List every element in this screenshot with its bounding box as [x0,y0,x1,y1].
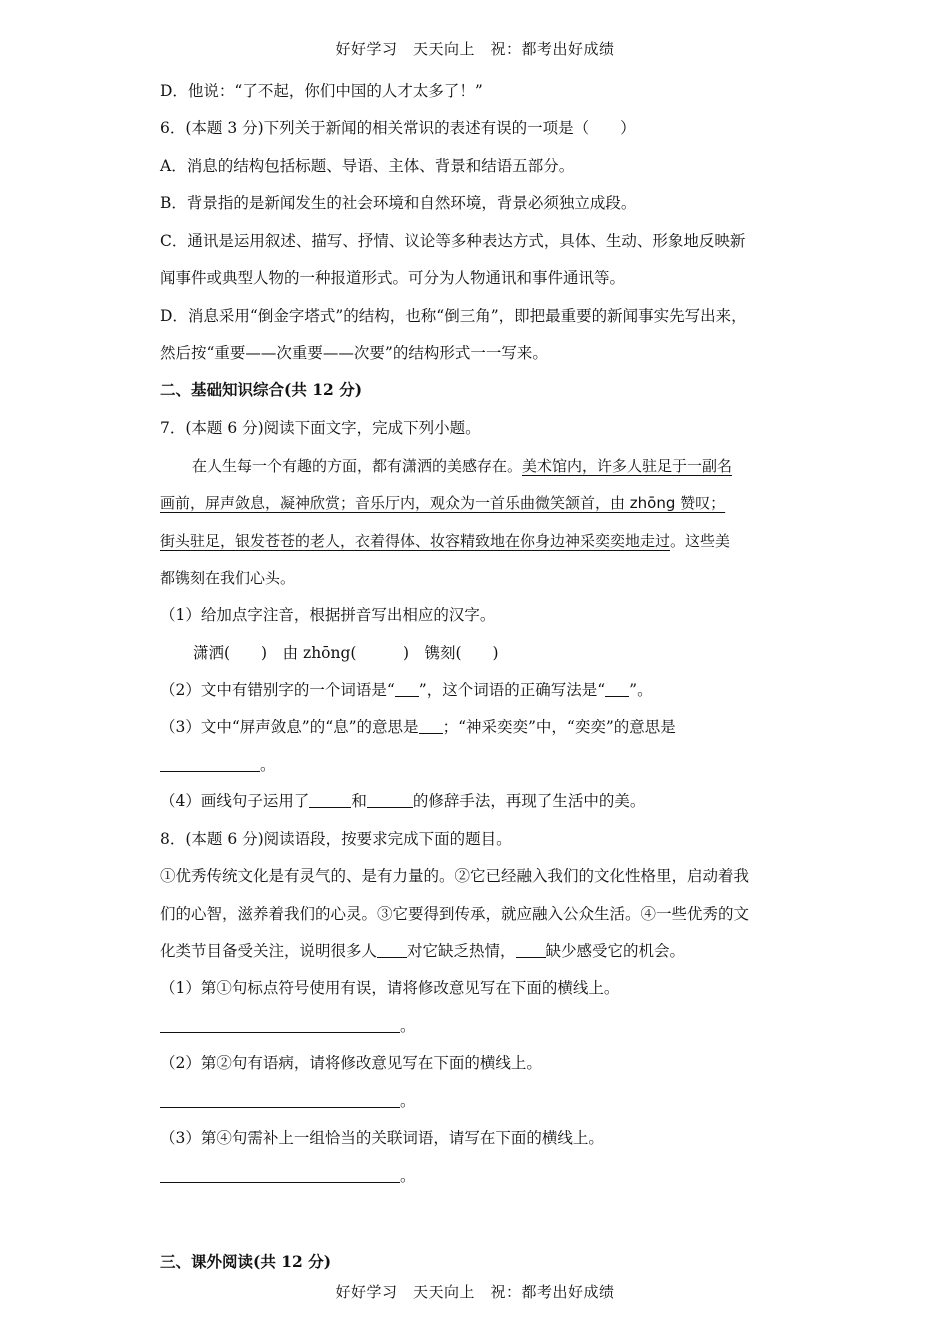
section-2-heading: 二、基础知识综合(共 12 分) [160,380,363,399]
q6-option-a: A．消息的结构包括标题、导语、主体、背景和结语五部分。 [160,157,575,175]
q7-passage-line4: 都镌刻在我们心头。 [160,569,296,587]
answer-blank[interactable] [419,717,443,734]
answer-blank[interactable] [160,1091,400,1108]
q6-option-c-line1: C．通讯是运用叙述、描写、抒情、议论等多种表达方式，具体、生动、形象地反映新 [160,232,746,250]
answer-blank[interactable] [395,680,419,697]
q6-option-d-line1: D．消息采用“倒金字塔式”的结构，也称“倒三角”，即把最重要的新闻事实先写出来， [160,307,747,325]
q8-passage-line1: ①优秀传统文化是有灵气的、是有力量的。②它已经融入我们的文化性格里，启动着我 [160,867,750,885]
q7-sub3: （3）文中“屏声敛息”的“息”的意思是 ；“神采奕奕”中，“奕奕”的意思是 [160,718,676,736]
q7-stem: 7．(本题 6 分)阅读下面文字，完成下列小题。 [160,419,481,437]
underlined-sentence: 美术馆内，许多人驻足于一副名 [522,457,733,475]
answer-blank[interactable] [367,791,413,808]
q8-sub2: （2）第②句有语病，请将修改意见写在下面的横线上。 [160,1054,542,1072]
answer-blank[interactable] [516,941,546,958]
q8-passage-line2: 们的心智，滋养着我们的心灵。③它要得到传承，就应融入公众生活。④一些优秀的文 [160,905,750,923]
q7-sub3-answer-line: 。 [160,754,800,776]
q8-stem: 8．(本题 6 分)阅读语段，按要求完成下面的题目。 [160,830,512,848]
q8-sub2-answer-line: 。 [160,1090,800,1112]
q6-stem: 6．(本题 3 分)下列关于新闻的相关常识的表述有误的一项是（ ） [160,119,636,137]
answer-blank[interactable] [309,791,351,808]
answer-blank[interactable] [160,1166,400,1183]
q7-sub1-items: 潇洒( ) 由 zhōng( ) 镌刻( ) [193,644,499,662]
q8-sub3-answer-line: 。 [160,1165,800,1187]
q6-option-b: B．背景指的是新闻发生的社会环境和自然环境，背景必须独立成段。 [160,194,637,212]
q8-passage-line3: 化类节目备受关注，说明很多人 对它缺乏热情， 缺少感受它的机会。 [160,942,686,960]
answer-blank[interactable] [605,680,629,697]
section-3-heading: 三、课外阅读(共 12 分) [160,1252,332,1271]
q8-sub3: （3）第④句需补上一组恰当的关联词语，请写在下面的横线上。 [160,1129,604,1147]
q7-passage-line1: 在人生每一个有趣的方面，都有潇洒的美感存在。美术馆内，许多人驻足于一副名 [192,457,733,475]
q6-option-d-line2: 然后按“重要——次重要——次要”的结构形式一一写来。 [160,344,548,362]
q8-sub1-answer-line: 。 [160,1015,800,1037]
answer-blank[interactable] [377,941,407,958]
q7-sub1: （1）给加点字注音，根据拼音写出相应的汉字。 [160,606,496,624]
q7-sub2: （2）文中有错别字的一个词语是“ ”，这个词语的正确写法是“ ”。 [160,681,653,699]
page-header: 好好学习 天天向上 祝：都考出好成绩 [335,40,615,58]
answer-blank[interactable] [160,1016,400,1033]
q7-sub4: （4）画线句子运用了 和 的修辞手法，再现了生活中的美。 [160,792,646,810]
q8-sub1: （1）第①句标点符号使用有误，请将修改意见写在下面的横线上。 [160,979,620,997]
answer-blank[interactable] [160,755,260,772]
underlined-sentence: 街头驻足，银发苍苍的老人，衣着得体、妆容精致地在你身边神采奕奕地走过 [160,532,671,550]
q6-option-c-line2: 闻事件或典型人物的一种报道形式。可分为人物通讯和事件通讯等。 [160,269,626,287]
page-footer: 好好学习 天天向上 祝：都考出好成绩 [335,1283,615,1301]
q7-passage-line3: 街头驻足，银发苍苍的老人，衣着得体、妆容精致地在你身边神采奕奕地走过。这些美 [160,532,731,550]
q7-passage-line2: 画前，屏声敛息，凝神欣赏；音乐厅内，观众为一首乐曲微笑颔首，由 zhōng 赞叹； [160,494,726,512]
q5-option-d: D．他说：“了不起，你们中国的人才太多了！” [160,82,483,100]
